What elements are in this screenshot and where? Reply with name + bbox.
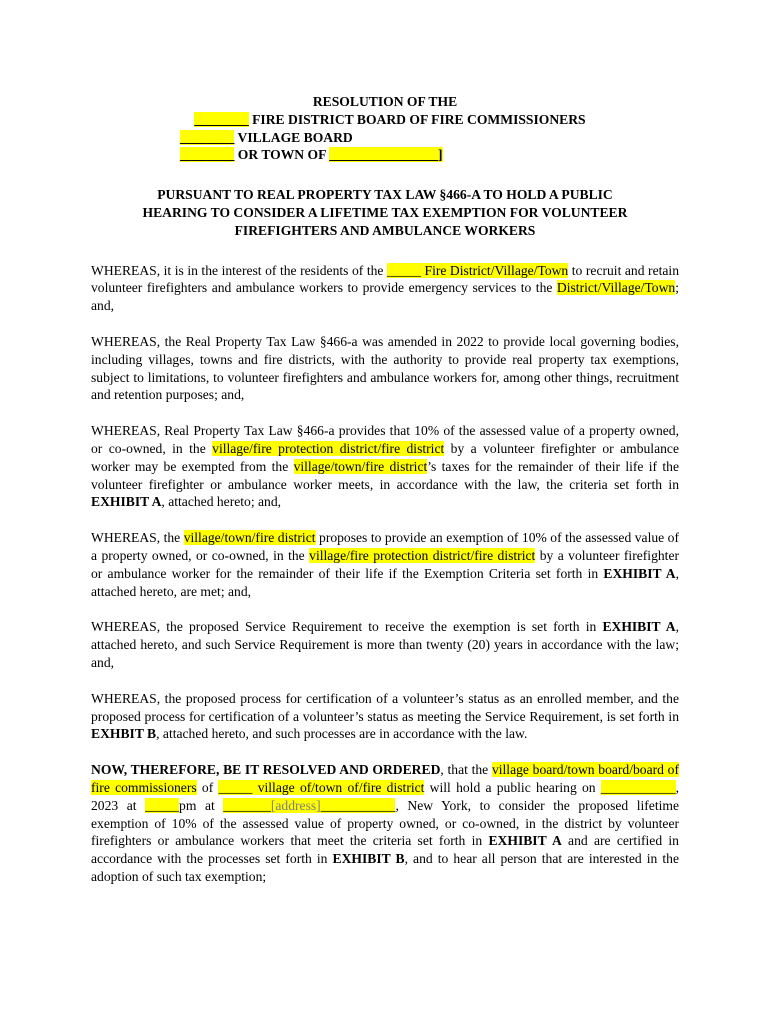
exhibit-reference: EXHIBIT A <box>603 565 676 581</box>
text-run: ; and, <box>91 280 679 314</box>
hearing-address-field[interactable] <box>223 798 395 813</box>
blank-run: ___________ <box>320 797 396 813</box>
text-run: WHEREAS, the <box>91 530 184 546</box>
exhibit-reference: EXHIBIT A <box>488 833 562 849</box>
title-line-4 <box>91 146 679 164</box>
text-run: proposes to provide an exemption of 10% of the assessed value of a property owned, or co-owned, in the <box>91 530 679 563</box>
title-text: OR TOWN OF <box>234 147 330 163</box>
text-run: , and to hear all person that are interested in the adoption of such tax exemption; <box>91 851 679 884</box>
whereas-paragraph-5 <box>91 618 679 671</box>
resolved-heading: NOW, THEREFORE, BE IT RESOLVED AND ORDERED <box>91 762 441 778</box>
blank-run: _______ <box>223 797 271 813</box>
subtitle-line: FIREFIGHTERS AND AMBULANCE WORKERS <box>234 222 536 238</box>
text-run: WHEREAS, the Real Property Tax Law §466-a was amended in 2022 to provide local governing bodies, including villages, towns and fire districts, with the authority to provide real property tax exemptions, subject to limitations, to volunteer firefighters and ambulance workers for, among other things, recruitment and retention purposes; and, <box>91 333 679 403</box>
subtitle-line: HEARING TO CONSIDER A LIFETIME TAX EXEMPTION FOR VOLUNTEER <box>142 204 628 220</box>
text-run: ’s taxes for the remainder of their life if the volunteer firefighter or ambulance worker meets, in accordance with the law, the criteria set forth in <box>91 458 680 492</box>
text-run: , attached hereto, and such Service Requirement is more than twenty (20) years in accordance with the law; and, <box>91 619 679 670</box>
title-line-1 <box>91 93 679 111</box>
whereas-paragraph-6 <box>91 690 679 743</box>
resolved-paragraph <box>91 761 679 886</box>
text-run: , New York, to consider the proposed lifetime exemption of 10% of the assessed value of property owned, or co-owned, in the district by volunteer firefighters or ambulance workers that meet the criteria set forth in <box>91 797 680 849</box>
fill-in-blank[interactable]: ________ <box>194 111 249 127</box>
text-run: by a volunteer firefighter or ambulance worker for the remainder of their life if the Exemption Criteria set forth in <box>91 547 680 581</box>
text-run: , 2023 at <box>91 779 679 813</box>
highlighted-field[interactable]: village/town/fire district <box>293 458 428 474</box>
hearing-time-blank[interactable]: _____ <box>145 797 180 813</box>
text-run: , that the <box>440 762 492 778</box>
text-run: , attached hereto; and, <box>161 494 282 510</box>
text-run: pm at <box>179 797 224 813</box>
text-run: WHEREAS, the proposed Service Requirement to receive the exemption is set forth in <box>91 619 603 635</box>
fill-in-blank[interactable]: ________________] <box>329 147 443 163</box>
fill-in-blank[interactable]: ________ <box>180 129 235 145</box>
highlighted-field[interactable]: village/town/fire district <box>183 530 316 546</box>
title-text: FIRE DISTRICT BOARD OF FIRE COMMISSIONERS <box>248 111 586 127</box>
title-text: VILLAGE BOARD <box>234 129 353 145</box>
resolution-subtitle <box>91 186 679 239</box>
whereas-paragraph-1 <box>91 262 679 315</box>
subtitle-line: PURSUANT TO REAL PROPERTY TAX LAW §466-A TO HOLD A PUBLIC <box>157 187 613 203</box>
text-run: WHEREAS, the proposed process for certification of a volunteer’s status as an enrolled member, and the proposed process for certification of a volunteer’s status as meeting the Service Requirement, is set forth in <box>91 690 679 724</box>
exhibit-reference: EXHIBIT A <box>91 494 162 510</box>
fill-in-blank[interactable]: ________ <box>180 147 235 163</box>
highlighted-field[interactable]: _____ village of/town of/fire district <box>218 779 425 795</box>
highlighted-field[interactable]: village board/town board/board of fire commissioners <box>91 762 679 795</box>
text-run: and are certified in accordance with the processes set forth in <box>91 833 679 867</box>
text-run: to recruit and retain volunteer firefighters and ambulance workers to provide emergency services to the <box>91 262 679 296</box>
highlighted-field[interactable]: District/Village/Town <box>556 280 676 296</box>
text-run: , attached hereto, and such processes are in accordance with the law. <box>156 726 528 742</box>
exhibit-reference: EXHBIT B <box>91 726 157 742</box>
whereas-paragraph-2 <box>91 333 679 404</box>
title-line-2 <box>91 111 679 129</box>
resolution-title <box>91 93 679 164</box>
exhibit-reference: EXHIBIT B <box>332 851 405 867</box>
text-run: by a volunteer firefighter or ambulance worker may be exempted from the <box>91 440 679 474</box>
exhibit-reference: EXHIBIT A <box>602 619 676 635</box>
text-run: WHEREAS, Real Property Tax Law §466-a provides that 10% of the assessed value of a property owned, or co-owned, in the <box>91 423 679 456</box>
text-run: will hold a public hearing on <box>424 779 601 795</box>
whereas-paragraph-4 <box>91 529 679 600</box>
title-text: RESOLUTION OF THE <box>312 94 458 109</box>
text-run: of <box>196 779 219 795</box>
text-run: WHEREAS, it is in the interest of the residents of the <box>91 262 387 278</box>
text-run: , attached hereto, are met; and, <box>91 565 679 599</box>
highlighted-field[interactable]: village/fire protection district/fire district <box>212 440 445 456</box>
hearing-date-blank[interactable]: ___________ <box>600 779 676 795</box>
title-line-3 <box>91 129 679 147</box>
address-placeholder: [address] <box>270 797 321 813</box>
highlighted-field[interactable]: _____ Fire District/Village/Town <box>386 262 569 278</box>
highlighted-field[interactable]: village/fire protection district/fire district <box>309 547 536 563</box>
whereas-paragraph-3 <box>91 422 679 511</box>
